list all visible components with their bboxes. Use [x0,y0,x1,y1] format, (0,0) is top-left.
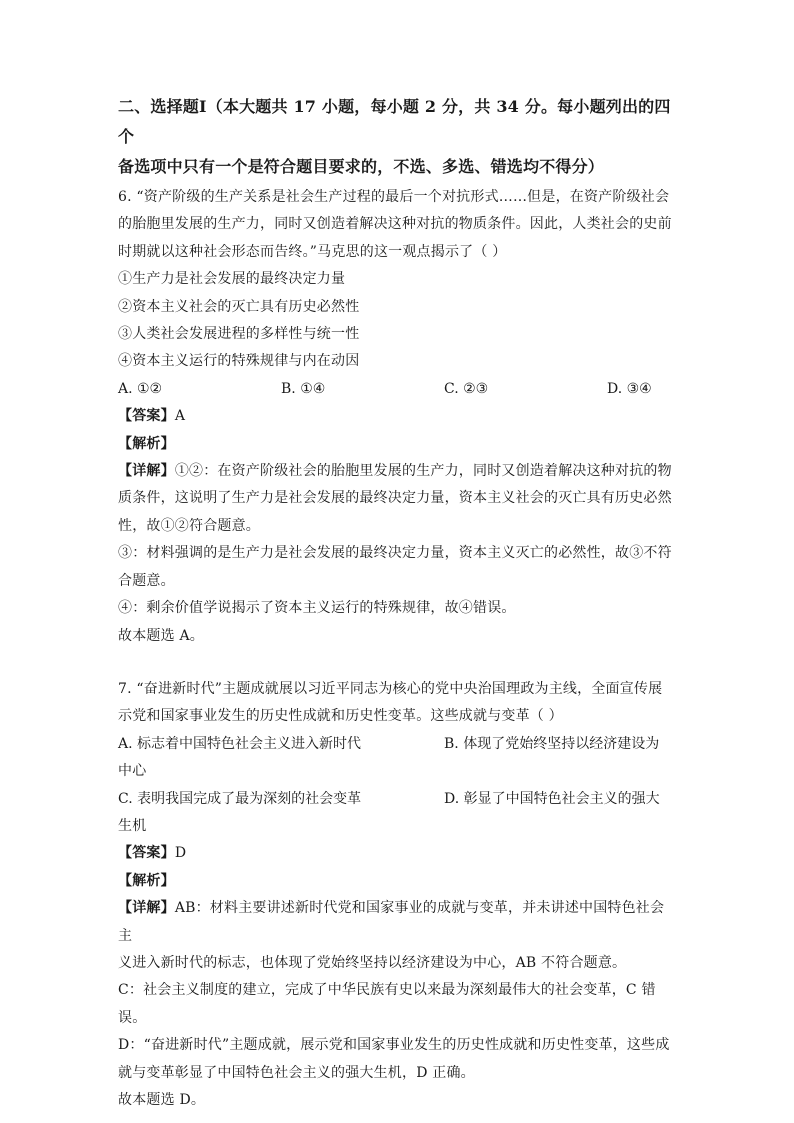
q7-option-d-wrap: 生机 [118,817,147,834]
q7-option-b: B. 体现了党始终坚持以经济建设为 [444,735,660,752]
q6-stem-line-1: 6. “资产阶级的生产关系是社会生产过程的最后一个对抗形式……但是，在资产阶级社会 [118,189,670,205]
q7-option-c: C. 表明我国完成了最为深刻的社会变革 [118,790,362,807]
q7-option-a: A. 标志着中国特色社会主义进入新时代 [118,735,362,752]
q6-extra-line-1: ③：材料强调的是生产力是社会发展的最终决定力量，资本主义灭亡的必然性，故③不符 [118,545,672,562]
q6-detail-label: 【详解】 [118,463,175,480]
q6-option-c: C. ②③ [444,380,489,397]
q6-option-d: D. ③④ [607,380,652,397]
q6-stem-line-3: 时期就以这种社会形态而告终。”马克思的这一观点揭示了（ ） [118,243,507,260]
q6-item-3: ③人类社会发展进程的多样性与统一性 [118,326,360,343]
q7-answer-value: D [174,845,187,862]
q6-extra-line-3: ④：剩余价值学说揭示了资本主义运行的特殊规律，故④错误。 [118,600,516,617]
q6-options [118,376,678,403]
q6-answer-value: A [174,408,186,425]
q7-extra-line-4: 故本题选 D。 [118,1092,206,1108]
q7-options-row-2 [118,786,678,813]
section-title-line-1: 二、选择题Ⅰ（本大题共 17 小题，每小题 2 分，共 34 分。每小题列出的四个 [118,97,671,146]
q6-analysis-label: 【解析】 [118,435,175,452]
q6-detail-line-2: 质条件，这说明了生产力是社会发展的最终决定力量，资本主义社会的灭亡具有历史必然 [118,490,672,507]
q7-detail-line-1 [118,895,678,950]
q7-answer [118,840,678,867]
q7-extra-line-3: 就与变革彰显了中国特色社会主义的强大生机，D 正确。 [118,1064,475,1081]
q7-option-b-wrap: 中心 [118,763,147,780]
q7-detail-text-1: AB：材料主要讲述新时代党和国家事业的成就与变革，并未讲述中国特色社会主 [118,900,665,944]
q6-extra-line-4: 故本题选 A。 [118,627,204,644]
q6-option-a: A. ①② [118,380,163,397]
q6-item-2: ②资本主义社会的灭亡具有历史必然性 [118,298,360,315]
section-title-line-2: 备选项中只有一个是符合题目要求的，不选、多选、错选均不得分） [118,157,605,176]
q7-detail-line-2: 义进入新时代的标志，也体现了党始终坚持以经济建设为中心，AB 不符合题意。 [118,954,627,971]
q7-option-d: D. 彰显了中国特色社会主义的强大 [444,790,660,807]
question-7 [118,676,678,1115]
q6-detail-line-3: 性，故①②符合题意。 [118,517,260,534]
q7-analysis-label: 【解析】 [118,872,175,889]
q6-detail-text-1: ①②：在资产阶级社会的胎胞里发展的生产力，同时又创造着解决这种对抗的物 [174,463,672,480]
q6-item-1: ①生产力是社会发展的最终决定力量 [118,271,346,288]
q7-stem-line-1: 7. “奋进新时代”主题成就展以习近平同志为核心的党中央治国理政为主线，全面宣传展 [118,680,663,697]
q6-answer-label: 【答案】 [118,408,175,425]
q7-answer-label: 【答案】 [118,845,175,862]
section-title [118,92,678,182]
q7-extra-line-2: D：“奋进新时代”主题成就，展示党和国家事业发生的历史性成就和历史性变革，这些成 [118,1037,670,1054]
q7-options-row-1 [118,731,678,758]
q7-extra-line-1: C：社会主义制度的建立，完成了中华民族有史以来最为深刻最伟大的社会变革，C 错误。 [118,982,656,1026]
question-6 [118,184,678,650]
q6-detail-line-1 [118,458,678,485]
q6-item-4: ④资本主义运行的特殊规律与内在动因 [118,353,360,370]
exam-page [118,92,678,1114]
q6-stem-line-2: 的胎胞里发展的生产力，同时又创造着解决这种对抗的物质条件。因此，人类社会的史前 [118,216,672,233]
q6-extra-line-2: 合题意。 [118,572,175,589]
q6-option-b: B. ①④ [281,380,326,397]
q6-answer [118,403,678,430]
q7-detail-label: 【详解】 [118,900,175,917]
q7-stem-line-2: 示党和国家事业发生的历史性成就和历史性变革。这些成就与变革（ ） [118,708,563,725]
spacer [118,650,678,676]
